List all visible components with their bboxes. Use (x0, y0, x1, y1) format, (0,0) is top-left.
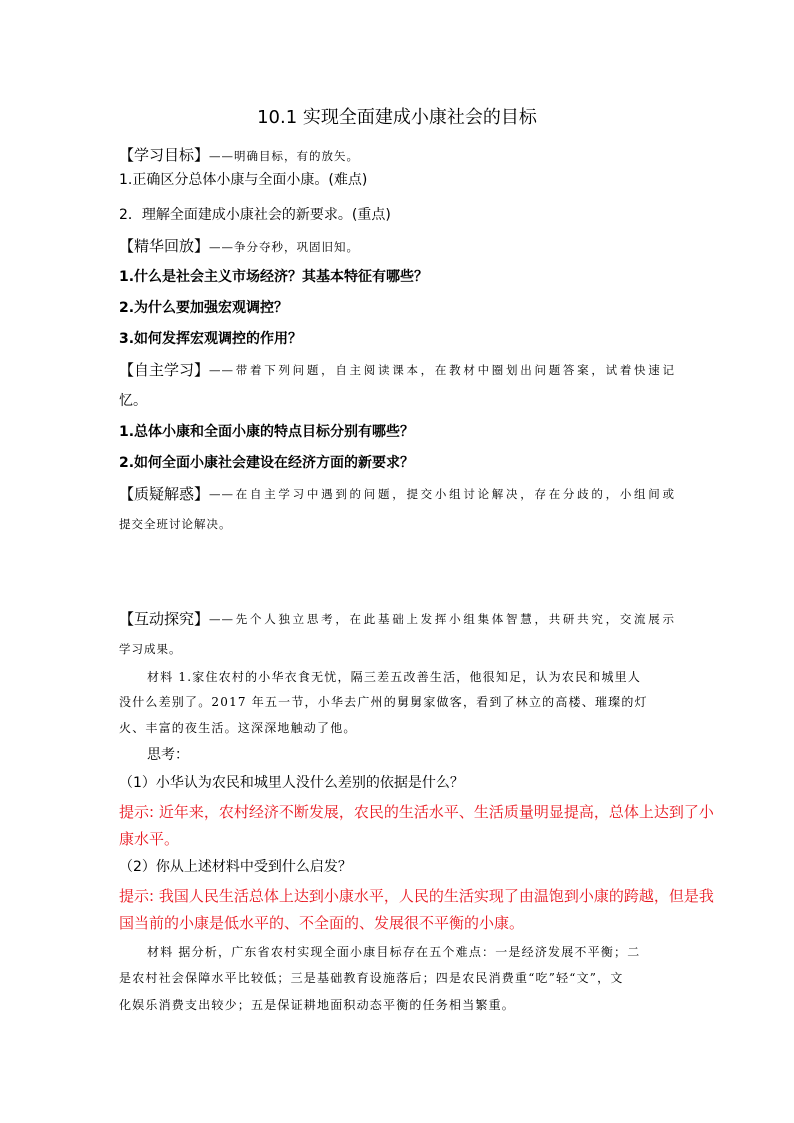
question: （1）小华认为农民和城里人没什么差别的依据是什么？ (119, 775, 464, 791)
section-note-continued: 忆。 (119, 393, 147, 409)
review-header (119, 236, 359, 257)
explore-header (119, 609, 675, 629)
section-heading: 【互动探究】 (119, 610, 210, 628)
material-paragraph: 没什么差别了。2017 年五一节，小华去广州的舅舅家做客，看到了林立的高楼、璀璨的灯 (119, 695, 648, 709)
answer-hint: 国当前的小康是低水平的、不全面的、发展很不平衡的小康。 (119, 914, 525, 932)
section-note: ——明确目标，有的放矢。 (209, 149, 360, 163)
section-note: ——带着下列问题，自主阅读课本，在教材中圈划出问题答案，试着快速记 (209, 363, 675, 377)
question: （2）你从上述材料中受到什么启发？ (119, 859, 352, 875)
doubts-header (119, 484, 675, 504)
section-note: ——先个人独立思考，在此基础上发挥小组集体智慧，共研共究，交流展示 (209, 612, 675, 626)
self-study-question: 1.总体小康和全面小康的特点目标分别有哪些？ (119, 424, 415, 440)
section-note-continued: 学习成果。 (119, 642, 182, 656)
material-paragraph: 材料 1.家住农村的小华衣食无忧，隔三差五改善生活，他很知足，认为农民和城里人 (147, 670, 642, 684)
material-paragraph: 材料 据分析，广东省农村实现全面小康目标存在五个难点：一是经济发展不平衡；二 (147, 945, 641, 959)
review-question: 1.什么是社会主义市场经济？其基本特征有哪些？ (119, 269, 429, 285)
answer-hint: 提示: 我国人民生活总体上达到小康水平，人民的生活实现了由温饱到小康的跨越，但是我 (119, 887, 714, 905)
self-study-header (119, 360, 675, 380)
answer-hint: 康水平。 (119, 830, 180, 848)
think-label: 思考： (147, 747, 189, 763)
section-note-continued: 提交全班讨论解决。 (119, 517, 232, 531)
answer-hint: 提示: 近年来，农村经济不断发展，农民的生活水平、生活质量明显提高，总体上达到了小 (119, 803, 714, 821)
section-note: ——在自主学习中遇到的问题，提交小组讨论解决，存在分歧的，小组间或 (209, 487, 675, 501)
section-heading: 【质疑解惑】 (119, 485, 210, 503)
self-study-question: 2.如何全面小康社会建设在经济方面的新要求？ (119, 455, 415, 471)
material-paragraph: 是农村社会保障水平比较低；三是基础教育设施落后；四是农民消费重“吃”轻“文”，文 (119, 971, 624, 985)
section-heading: 【学习目标】 (119, 146, 210, 164)
review-question: 3.如何发挥宏观调控的作用？ (119, 331, 303, 347)
material-paragraph: 化娱乐消费支出较少；五是保证耕地面积动态平衡的任务相当繁重。 (119, 998, 516, 1012)
section-note: ——争分夺秒，巩固旧知。 (209, 240, 360, 254)
section-heading: 【自主学习】 (119, 361, 210, 379)
page-title: 10.1 实现全面建成小康社会的目标 (257, 107, 537, 128)
review-question: 2.为什么要加强宏观调控？ (119, 300, 289, 316)
section-heading: 【精华回放】 (119, 237, 210, 255)
objectives-header (119, 145, 359, 166)
objective-item: 1.正确区分总体小康与全面小康。(难点) (119, 172, 368, 188)
material-paragraph: 火、丰富的夜生活。这深深地触动了他。 (119, 721, 357, 735)
objective-item: 2．理解全面建成小康社会的新要求。(重点) (119, 207, 391, 223)
